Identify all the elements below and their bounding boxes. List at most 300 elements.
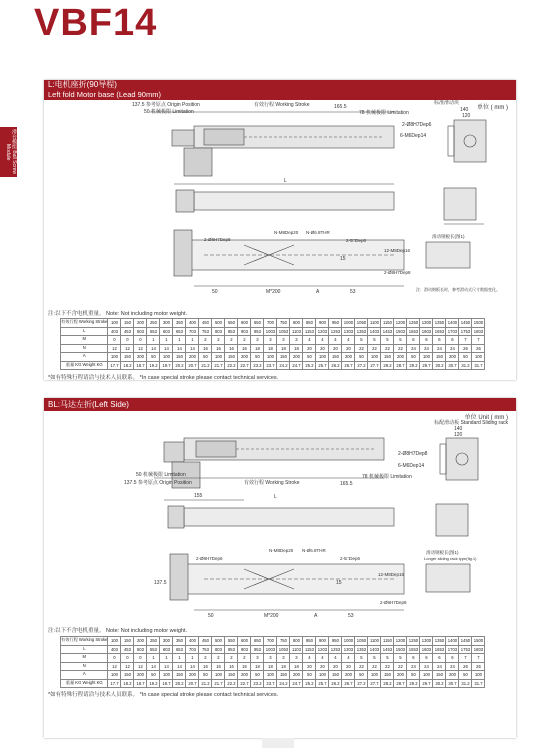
table-cell: 600: [238, 319, 251, 328]
table-cell: 650: [251, 637, 264, 646]
table-cell: 1503: [395, 328, 406, 334]
table-cell: 150: [121, 319, 134, 328]
table-cell: 25.2: [303, 679, 316, 688]
table-cell: 50: [303, 353, 316, 362]
s1-dim-15: 15: [340, 256, 346, 262]
s1-dim-120: 120: [462, 113, 471, 119]
table-cell: 50: [459, 671, 472, 680]
table-cell: 20.2: [173, 361, 186, 370]
table-cell: 16: [212, 662, 225, 671]
table-cell: 2: [199, 336, 212, 345]
s1-dim-165: 165.5: [334, 104, 347, 110]
table-cell: 1200: [395, 638, 406, 644]
s2-dim-53: 53: [348, 613, 354, 619]
table-cell: 1253: [330, 328, 341, 334]
s2-stroke: 有效行程 Working Stroke: [244, 480, 300, 486]
table-cell: 26.7: [342, 679, 355, 688]
page-title: VBF14: [34, 2, 158, 44]
table-cell: 14: [147, 344, 160, 353]
s2-spec-table: [60, 636, 485, 688]
table-cell: 100: [108, 319, 121, 328]
table-cell: 3: [277, 336, 290, 345]
table-cell: 1150: [382, 320, 392, 326]
table-cell: 1753: [460, 328, 471, 334]
table-cell: 18: [290, 662, 303, 671]
table-cell: 1050: [356, 638, 367, 644]
table-cell: 100: [316, 353, 329, 362]
table-row-header: A: [61, 353, 108, 362]
table-cell: 100: [212, 353, 225, 362]
table-cell: 4: [329, 654, 342, 663]
table-cell: 1003: [265, 646, 276, 652]
table-cell: 16: [199, 344, 212, 353]
table-cell: 24.7: [290, 361, 303, 370]
s2-dep-h7: 2-Ø8H7Dep8: [398, 451, 428, 457]
table-cell: 19.2: [147, 679, 160, 688]
table-cell: 600: [238, 637, 251, 646]
table-cell: 28.7: [394, 679, 407, 688]
s2-dim-50: 50: [208, 613, 214, 619]
section2-header: [44, 398, 516, 411]
table-cell: 50: [199, 353, 212, 362]
table-cell: 50: [355, 671, 368, 680]
table-cell: 100: [420, 671, 433, 680]
table-cell: 7: [459, 336, 472, 345]
table-cell: 3: [264, 336, 277, 345]
table-cell: 17.7: [108, 361, 121, 370]
table-cell: 5: [381, 654, 394, 663]
table-cell: 50: [147, 671, 160, 680]
s1-limit-right: 78 机械极限 Limitation: [359, 110, 409, 116]
s1-note-right: 注：滑动钢板长时，参考滑动式尺寸数据变化。: [416, 287, 500, 292]
table-cell: 14: [160, 662, 173, 671]
table-cell: 1103: [291, 328, 301, 334]
table-cell: 350: [173, 319, 186, 328]
s1-note-motor: 注:以下不含电机重量。 Note: Not including motor weight.: [48, 311, 188, 317]
table-cell: 31.7: [472, 361, 485, 370]
s1-dim-a: A: [316, 289, 320, 295]
table-cell: 953: [251, 645, 264, 654]
table-cell: 400: [186, 319, 199, 328]
table-cell: 1053: [278, 646, 289, 652]
table-cell: 26.2: [329, 361, 342, 370]
table-cell: 803: [212, 327, 225, 336]
table-cell: 29.7: [420, 679, 433, 688]
table-cell: 700: [264, 637, 277, 646]
table-cell: 7: [472, 654, 485, 663]
table-cell: 16: [212, 344, 225, 353]
table-cell: 22: [368, 662, 381, 671]
table-cell: 18.2: [121, 361, 134, 370]
table-cell: 24.2: [277, 361, 290, 370]
table-cell: 24: [433, 344, 446, 353]
table-row: [61, 645, 485, 654]
table-cell: 650: [251, 319, 264, 328]
table-cell: 350: [173, 637, 186, 646]
table-cell: 1803: [473, 646, 484, 652]
table-cell: 1153: [304, 328, 314, 334]
table-row: [61, 361, 485, 370]
table-cell: 18.7: [134, 361, 147, 370]
table-cell: 17.7: [108, 679, 121, 688]
table-cell: 403: [108, 327, 121, 336]
s2-dim-165: 165.5: [340, 481, 353, 487]
table-cell: 12: [108, 344, 121, 353]
table-cell: 200: [290, 353, 303, 362]
table-cell: 100: [264, 353, 277, 362]
table-cell: 18: [264, 344, 277, 353]
table-cell: 25.7: [316, 679, 329, 688]
table-cell: 100: [472, 353, 485, 362]
side-tab: 滑台模组 Ball Screw Module: [0, 127, 17, 177]
table-cell: 30.2: [433, 679, 446, 688]
table-cell: 22: [394, 662, 407, 671]
table-cell: 22: [368, 344, 381, 353]
table-cell: 603: [160, 327, 173, 336]
s1-dep-12: 12-M8Dep16: [384, 248, 411, 253]
table-row-header: 重量 KG Weight KG: [61, 361, 108, 370]
table-cell: 1000: [343, 638, 354, 644]
table-cell: 1100: [369, 638, 379, 644]
table-cell: 1653: [434, 646, 445, 652]
table-cell: 653: [173, 327, 186, 336]
table-row-header: N: [61, 344, 108, 353]
table-cell: 29.2: [407, 679, 420, 688]
table-cell: 100: [472, 671, 485, 680]
s1-dim-50: 50: [212, 289, 218, 295]
table-cell: 29.2: [407, 361, 420, 370]
table-cell: 27.2: [355, 361, 368, 370]
table-cell: 24: [420, 344, 433, 353]
table-cell: 100: [160, 671, 173, 680]
table-cell: 150: [173, 353, 186, 362]
table-cell: 3: [264, 654, 277, 663]
s1-footnote: *如有特殊行程请洽与技术人员联系。 *In case special stroke please contact technical services.: [48, 375, 279, 381]
table-cell: 16: [238, 344, 251, 353]
table-cell: 953: [251, 327, 264, 336]
table-cell: 21.7: [212, 361, 225, 370]
table-row: [61, 353, 485, 362]
table-cell: 200: [134, 671, 147, 680]
table-cell: 200: [186, 671, 199, 680]
table-cell: 14: [173, 344, 186, 353]
table-cell: 653: [173, 645, 186, 654]
table-cell: 1500: [473, 638, 484, 644]
s2-end-view: [440, 438, 478, 480]
table-cell: 900: [316, 319, 329, 328]
s1-m200: M*200: [266, 289, 281, 295]
s1-side-view: [174, 184, 484, 224]
table-row-header: L: [61, 327, 108, 336]
table-cell: 0: [108, 336, 121, 345]
table-cell: 1603: [421, 646, 432, 652]
table-cell: 1553: [408, 328, 419, 334]
table-cell: 100: [368, 353, 381, 362]
table-cell: 403: [108, 645, 121, 654]
table-cell: 4: [342, 654, 355, 663]
table-cell: 22.2: [225, 679, 238, 688]
table-cell: 553: [147, 645, 160, 654]
s2-dep-m8: N-M8Dep20: [269, 548, 294, 553]
table-cell: 1303: [343, 328, 354, 334]
s2-footnote: *如有特殊行程请洽与技术人员联系。 *In case special stroke please contact technical services.: [48, 692, 279, 698]
table-cell: 16: [225, 662, 238, 671]
table-cell: 950: [329, 319, 342, 328]
s2-dim-l: L: [274, 494, 277, 500]
s1-dep-h7b: 2-Ø8H7Dep8: [204, 237, 231, 242]
table-cell: 25.2: [303, 361, 316, 370]
table-row-header: 重量 KG Weight KG: [61, 679, 108, 688]
table-cell: 603: [160, 645, 173, 654]
table-cell: 26.7: [342, 361, 355, 370]
table-cell: 4: [303, 654, 316, 663]
section2-drawing: [44, 426, 516, 658]
table-cell: 850: [303, 637, 316, 646]
table-cell: 23.2: [251, 679, 264, 688]
table-cell: 50: [199, 671, 212, 680]
s2-dim-155: 155: [194, 493, 203, 499]
s2-dep-m6: 6-M6Dep14: [398, 463, 425, 469]
table-cell: 250: [147, 637, 160, 646]
table-cell: 100: [108, 671, 121, 680]
table-cell: 1203: [317, 646, 328, 652]
table-cell: 550: [225, 319, 238, 328]
table-cell: 20: [342, 344, 355, 353]
table-cell: 853: [225, 645, 238, 654]
table-cell: 200: [134, 637, 147, 646]
table-cell: 18: [277, 662, 290, 671]
table-cell: 150: [225, 671, 238, 680]
table-cell: 200: [186, 353, 199, 362]
s1-dim-140: 140: [460, 107, 469, 113]
section1-title-cn: L:电机座折(90导程): [48, 80, 117, 89]
table-cell: 23.2: [251, 361, 264, 370]
table-cell: 1003: [265, 328, 276, 334]
table-cell: 22.7: [238, 679, 251, 688]
table-cell: 1450: [460, 638, 471, 644]
s1-dep-m8b: N-Ø6.8THR: [306, 230, 330, 235]
table-cell: 1703: [447, 328, 458, 334]
table-cell: 5: [381, 336, 394, 345]
table-cell: 150: [381, 353, 394, 362]
table-cell: 12: [134, 344, 147, 353]
table-cell: 700: [264, 319, 277, 328]
table-cell: 2: [225, 654, 238, 663]
table-cell: 1500: [473, 320, 484, 326]
table-cell: 2: [212, 654, 225, 663]
table-cell: 5: [368, 336, 381, 345]
table-cell: 1653: [434, 328, 445, 334]
table-cell: 12: [134, 662, 147, 671]
table-row: [61, 336, 485, 345]
table-cell: 22: [381, 662, 394, 671]
table-cell: 3: [251, 654, 264, 663]
table-cell: 100: [212, 671, 225, 680]
table-cell: 1803: [473, 328, 484, 334]
section2-std-rack: 标配滑动板 Standard Sliding rack: [434, 420, 508, 426]
table-row-header: A: [61, 671, 108, 680]
table-cell: 4: [329, 336, 342, 345]
table-cell: 28.7: [394, 361, 407, 370]
table-row: [61, 679, 485, 688]
table-cell: 903: [238, 327, 251, 336]
table-cell: 27.7: [368, 361, 381, 370]
table-row-header: M: [61, 654, 108, 663]
table-cell: 24: [407, 344, 420, 353]
s2-limit-left: 50 机械极限 Limitation: [136, 472, 186, 478]
s2-limit-right: 78 机械极限 Limitation: [362, 474, 412, 480]
table-cell: 1: [160, 654, 173, 663]
table-cell: 27.7: [368, 679, 381, 688]
table-cell: 5: [355, 654, 368, 663]
table-cell: 300: [160, 319, 173, 328]
s2-dim-1375: 137.5: [154, 580, 167, 586]
s2-dim-15: 15: [336, 580, 342, 586]
table-cell: 903: [238, 645, 251, 654]
table-cell: 2: [238, 654, 251, 663]
table-cell: 753: [199, 645, 212, 654]
s1-dep-m8: N-M8Dep20: [274, 230, 299, 235]
table-cell: 100: [316, 671, 329, 680]
table-cell: 5: [394, 336, 407, 345]
table-cell: 150: [277, 671, 290, 680]
table-cell: 100: [420, 353, 433, 362]
table-cell: 2: [199, 654, 212, 663]
table-row-header: 有效行程 Working Stroke: [61, 637, 108, 646]
table-cell: 50: [459, 353, 472, 362]
table-cell: 20: [303, 662, 316, 671]
table-cell: 1403: [369, 328, 380, 334]
table-cell: 1603: [421, 328, 432, 334]
table-cell: 4: [316, 654, 329, 663]
table-row-header: L: [61, 645, 108, 654]
table-cell: 200: [342, 671, 355, 680]
table-cell: 1100: [369, 320, 379, 326]
table-cell: 24: [420, 662, 433, 671]
s2-dep-12: 12-M8Dep16: [378, 572, 405, 577]
table-cell: 1400: [447, 638, 458, 644]
table-cell: 18.7: [134, 679, 147, 688]
table-cell: 1503: [395, 646, 406, 652]
table-cell: 200: [238, 353, 251, 362]
table-cell: 1400: [447, 320, 458, 326]
table-cell: 20: [342, 662, 355, 671]
table-cell: 703: [186, 327, 199, 336]
table-cell: 453: [121, 327, 134, 336]
table-cell: 3: [277, 654, 290, 663]
s1-dep-5: 2-5□Dep6: [346, 238, 366, 243]
table-cell: 50: [355, 353, 368, 362]
table-cell: 14: [186, 662, 199, 671]
table-cell: 6: [407, 654, 420, 663]
table-cell: 28.2: [381, 361, 394, 370]
table-cell: 2: [225, 336, 238, 345]
table-cell: 25.7: [316, 361, 329, 370]
table-cell: 850: [303, 319, 316, 328]
table-cell: 24.2: [277, 679, 290, 688]
s2-dep-m8b: N-Ø6.8THR: [302, 548, 326, 553]
table-cell: 500: [212, 637, 225, 646]
table-cell: 950: [329, 637, 342, 646]
table-cell: 18: [251, 344, 264, 353]
table-cell: 100: [108, 353, 121, 362]
table-cell: 400: [186, 637, 199, 646]
table-cell: 1300: [421, 320, 432, 326]
table-cell: 23.7: [264, 361, 277, 370]
s1-limit-left: 50 机械极限 Limitation: [144, 109, 194, 115]
table-cell: 6: [420, 654, 433, 663]
table-cell: 150: [121, 671, 134, 680]
table-cell: 0: [134, 336, 147, 345]
table-cell: 27.2: [355, 679, 368, 688]
table-row: [61, 654, 485, 663]
table-cell: 28.2: [381, 679, 394, 688]
table-cell: 6: [446, 654, 459, 663]
table-cell: 20.2: [173, 679, 186, 688]
table-cell: 1453: [382, 328, 393, 334]
table-cell: 200: [290, 671, 303, 680]
s2-dim-120: 120: [454, 432, 463, 438]
table-cell: 3: [251, 336, 264, 345]
table-cell: 18: [251, 662, 264, 671]
table-cell: 22: [355, 344, 368, 353]
table-cell: 14: [160, 344, 173, 353]
table-cell: 550: [225, 637, 238, 646]
table-cell: 1: [173, 336, 186, 345]
table-cell: 5: [355, 336, 368, 345]
table-cell: 750: [277, 319, 290, 328]
table-cell: 0: [134, 654, 147, 663]
table-cell: 200: [342, 353, 355, 362]
table-cell: 1350: [434, 638, 445, 644]
table-cell: 2: [238, 336, 251, 345]
table-cell: 30.7: [446, 679, 459, 688]
table-cell: 1453: [382, 646, 393, 652]
table-cell: 24: [433, 662, 446, 671]
table-cell: 4: [342, 336, 355, 345]
table-cell: 7: [459, 654, 472, 663]
table-cell: 20.7: [186, 679, 199, 688]
table-cell: 100: [160, 353, 173, 362]
table-cell: 1303: [343, 646, 354, 652]
table-cell: 26.2: [329, 679, 342, 688]
s2-bottom-view: [170, 554, 470, 610]
table-row-header: 有效行程 Working Stroke: [61, 319, 108, 328]
table-cell: 1: [186, 336, 199, 345]
table-cell: 1: [186, 654, 199, 663]
table-cell: 7: [472, 336, 485, 345]
table-cell: 1703: [447, 646, 458, 652]
table-cell: 23.7: [264, 679, 277, 688]
table-cell: 5: [394, 654, 407, 663]
s2-dep-5: 2-5□Dep6: [340, 556, 360, 561]
table-cell: 4: [316, 336, 329, 345]
table-cell: 1050: [356, 320, 367, 326]
table-cell: 19.7: [160, 679, 173, 688]
table-cell: 50: [251, 671, 264, 680]
table-cell: 1753: [460, 646, 471, 652]
table-cell: 200: [134, 319, 147, 328]
table-cell: 14: [186, 344, 199, 353]
table-cell: 21.7: [212, 679, 225, 688]
table-cell: 29.7: [420, 361, 433, 370]
s2-m200: M*200: [264, 613, 279, 619]
table-cell: 12: [121, 344, 134, 353]
table-cell: 6: [433, 654, 446, 663]
table-row: [61, 662, 485, 671]
table-cell: 19.7: [160, 361, 173, 370]
section1-header: [44, 80, 516, 100]
